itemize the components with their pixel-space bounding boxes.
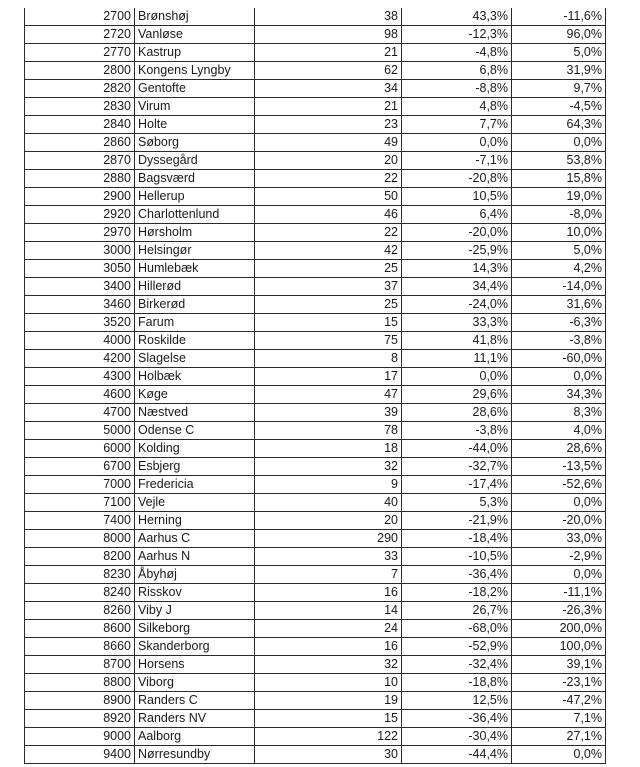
change-percent-1-cell: 11,1% bbox=[402, 350, 512, 368]
change-percent-2-cell: 19,0% bbox=[512, 188, 606, 206]
postal-code-cell: 4000 bbox=[25, 332, 135, 350]
count-cell: 16 bbox=[255, 638, 402, 656]
count-cell: 42 bbox=[255, 242, 402, 260]
change-percent-1-cell: 29,6% bbox=[402, 386, 512, 404]
count-cell: 18 bbox=[255, 440, 402, 458]
table-row bbox=[25, 134, 606, 152]
change-percent-2-cell: 31,9% bbox=[512, 62, 606, 80]
city-cell: Skanderborg bbox=[135, 638, 255, 656]
count-cell: 22 bbox=[255, 224, 402, 242]
city-cell: Roskilde bbox=[135, 332, 255, 350]
postal-code-cell: 4700 bbox=[25, 404, 135, 422]
change-percent-2-cell: 34,3% bbox=[512, 386, 606, 404]
count-cell: 15 bbox=[255, 710, 402, 728]
postal-code-cell: 2830 bbox=[25, 98, 135, 116]
count-cell: 7 bbox=[255, 566, 402, 584]
table-body bbox=[25, 8, 606, 764]
city-cell: Kolding bbox=[135, 440, 255, 458]
postal-code-cell: 6000 bbox=[25, 440, 135, 458]
city-cell: Horsens bbox=[135, 656, 255, 674]
change-percent-1-cell: -24,0% bbox=[402, 296, 512, 314]
count-cell: 50 bbox=[255, 188, 402, 206]
change-percent-1-cell: -30,4% bbox=[402, 728, 512, 746]
city-cell: Gentofte bbox=[135, 80, 255, 98]
postal-code-cell: 8700 bbox=[25, 656, 135, 674]
change-percent-2-cell: -11,6% bbox=[512, 8, 606, 26]
change-percent-2-cell: -6,3% bbox=[512, 314, 606, 332]
change-percent-2-cell: -26,3% bbox=[512, 602, 606, 620]
city-cell: Vejle bbox=[135, 494, 255, 512]
change-percent-1-cell: 41,8% bbox=[402, 332, 512, 350]
postal-code-cell: 7400 bbox=[25, 512, 135, 530]
city-cell: Åbyhøj bbox=[135, 566, 255, 584]
table-row bbox=[25, 476, 606, 494]
table-row bbox=[25, 530, 606, 548]
change-percent-2-cell: 39,1% bbox=[512, 656, 606, 674]
table-row bbox=[25, 404, 606, 422]
change-percent-1-cell: -36,4% bbox=[402, 710, 512, 728]
change-percent-1-cell: -18,4% bbox=[402, 530, 512, 548]
count-cell: 32 bbox=[255, 656, 402, 674]
change-percent-2-cell: -14,0% bbox=[512, 278, 606, 296]
postal-code-cell: 2770 bbox=[25, 44, 135, 62]
city-cell: Silkeborg bbox=[135, 620, 255, 638]
change-percent-1-cell: -18,2% bbox=[402, 584, 512, 602]
table-row bbox=[25, 674, 606, 692]
change-percent-2-cell: 0,0% bbox=[512, 134, 606, 152]
postal-code-cell: 2860 bbox=[25, 134, 135, 152]
city-cell: Birkerød bbox=[135, 296, 255, 314]
count-cell: 30 bbox=[255, 746, 402, 764]
postal-code-cell: 8800 bbox=[25, 674, 135, 692]
table-row bbox=[25, 332, 606, 350]
count-cell: 47 bbox=[255, 386, 402, 404]
postal-code-cell: 2970 bbox=[25, 224, 135, 242]
change-percent-2-cell: -2,9% bbox=[512, 548, 606, 566]
table-row bbox=[25, 242, 606, 260]
postal-code-cell: 6700 bbox=[25, 458, 135, 476]
postal-code-cell: 8920 bbox=[25, 710, 135, 728]
change-percent-1-cell: -17,4% bbox=[402, 476, 512, 494]
city-cell: Odense C bbox=[135, 422, 255, 440]
table-row bbox=[25, 278, 606, 296]
table-row bbox=[25, 566, 606, 584]
city-cell: Randers C bbox=[135, 692, 255, 710]
change-percent-2-cell: 0,0% bbox=[512, 494, 606, 512]
count-cell: 78 bbox=[255, 422, 402, 440]
count-cell: 37 bbox=[255, 278, 402, 296]
change-percent-1-cell: -32,4% bbox=[402, 656, 512, 674]
postal-code-cell: 3000 bbox=[25, 242, 135, 260]
change-percent-2-cell: 200,0% bbox=[512, 620, 606, 638]
table-row bbox=[25, 224, 606, 242]
count-cell: 20 bbox=[255, 512, 402, 530]
change-percent-2-cell: 15,8% bbox=[512, 170, 606, 188]
change-percent-1-cell: -52,9% bbox=[402, 638, 512, 656]
table-row bbox=[25, 422, 606, 440]
city-cell: Randers NV bbox=[135, 710, 255, 728]
change-percent-1-cell: -18,8% bbox=[402, 674, 512, 692]
city-cell: Charlottenlund bbox=[135, 206, 255, 224]
count-cell: 33 bbox=[255, 548, 402, 566]
postal-code-cell: 4300 bbox=[25, 368, 135, 386]
postal-code-cell: 8000 bbox=[25, 530, 135, 548]
postal-code-cell: 2700 bbox=[25, 8, 135, 26]
table-row bbox=[25, 548, 606, 566]
city-cell: Bagsværd bbox=[135, 170, 255, 188]
count-cell: 34 bbox=[255, 80, 402, 98]
city-cell: Aarhus C bbox=[135, 530, 255, 548]
change-percent-1-cell: 12,5% bbox=[402, 692, 512, 710]
city-cell: Nørresundby bbox=[135, 746, 255, 764]
change-percent-2-cell: 7,1% bbox=[512, 710, 606, 728]
data-table bbox=[24, 8, 606, 764]
count-cell: 16 bbox=[255, 584, 402, 602]
change-percent-1-cell: 33,3% bbox=[402, 314, 512, 332]
count-cell: 17 bbox=[255, 368, 402, 386]
table-row bbox=[25, 602, 606, 620]
table-row bbox=[25, 494, 606, 512]
change-percent-2-cell: -8,0% bbox=[512, 206, 606, 224]
count-cell: 10 bbox=[255, 674, 402, 692]
count-cell: 15 bbox=[255, 314, 402, 332]
change-percent-2-cell: 8,3% bbox=[512, 404, 606, 422]
change-percent-2-cell: -13,5% bbox=[512, 458, 606, 476]
table-row bbox=[25, 44, 606, 62]
count-cell: 21 bbox=[255, 98, 402, 116]
change-percent-1-cell: 14,3% bbox=[402, 260, 512, 278]
city-cell: Søborg bbox=[135, 134, 255, 152]
table-row bbox=[25, 692, 606, 710]
table-row bbox=[25, 80, 606, 98]
postal-code-cell: 8600 bbox=[25, 620, 135, 638]
count-cell: 62 bbox=[255, 62, 402, 80]
change-percent-1-cell: -44,4% bbox=[402, 746, 512, 764]
count-cell: 14 bbox=[255, 602, 402, 620]
change-percent-1-cell: -7,1% bbox=[402, 152, 512, 170]
city-cell: Næstved bbox=[135, 404, 255, 422]
postal-code-cell: 2880 bbox=[25, 170, 135, 188]
city-cell: Dyssegård bbox=[135, 152, 255, 170]
table-row bbox=[25, 188, 606, 206]
count-cell: 75 bbox=[255, 332, 402, 350]
change-percent-2-cell: 5,0% bbox=[512, 242, 606, 260]
city-cell: Vanløse bbox=[135, 26, 255, 44]
table-row bbox=[25, 710, 606, 728]
city-cell: Viborg bbox=[135, 674, 255, 692]
count-cell: 39 bbox=[255, 404, 402, 422]
table-row bbox=[25, 350, 606, 368]
change-percent-1-cell: -68,0% bbox=[402, 620, 512, 638]
count-cell: 19 bbox=[255, 692, 402, 710]
postal-code-cell: 8660 bbox=[25, 638, 135, 656]
change-percent-2-cell: -11,1% bbox=[512, 584, 606, 602]
city-cell: Holbæk bbox=[135, 368, 255, 386]
change-percent-2-cell: 28,6% bbox=[512, 440, 606, 458]
change-percent-1-cell: 7,7% bbox=[402, 116, 512, 134]
city-cell: Kongens Lyngby bbox=[135, 62, 255, 80]
count-cell: 122 bbox=[255, 728, 402, 746]
postal-code-cell: 2920 bbox=[25, 206, 135, 224]
city-cell: Holte bbox=[135, 116, 255, 134]
table-row bbox=[25, 638, 606, 656]
table-row bbox=[25, 206, 606, 224]
city-cell: Viby J bbox=[135, 602, 255, 620]
change-percent-1-cell: 43,3% bbox=[402, 8, 512, 26]
city-cell: Aarhus N bbox=[135, 548, 255, 566]
postal-code-cell: 8240 bbox=[25, 584, 135, 602]
postal-code-cell: 2870 bbox=[25, 152, 135, 170]
count-cell: 23 bbox=[255, 116, 402, 134]
change-percent-2-cell: -60,0% bbox=[512, 350, 606, 368]
postal-code-cell: 2900 bbox=[25, 188, 135, 206]
city-cell: Helsingør bbox=[135, 242, 255, 260]
change-percent-2-cell: 4,2% bbox=[512, 260, 606, 278]
change-percent-1-cell: -8,8% bbox=[402, 80, 512, 98]
table-row bbox=[25, 512, 606, 530]
count-cell: 290 bbox=[255, 530, 402, 548]
change-percent-2-cell: -23,1% bbox=[512, 674, 606, 692]
postal-code-cell: 3400 bbox=[25, 278, 135, 296]
table-row bbox=[25, 656, 606, 674]
change-percent-2-cell: 64,3% bbox=[512, 116, 606, 134]
postal-code-cell: 3050 bbox=[25, 260, 135, 278]
table-row bbox=[25, 746, 606, 764]
change-percent-2-cell: -20,0% bbox=[512, 512, 606, 530]
city-cell: Risskov bbox=[135, 584, 255, 602]
change-percent-1-cell: 34,4% bbox=[402, 278, 512, 296]
change-percent-1-cell: -21,9% bbox=[402, 512, 512, 530]
change-percent-1-cell: 5,3% bbox=[402, 494, 512, 512]
city-cell: Virum bbox=[135, 98, 255, 116]
change-percent-2-cell: -47,2% bbox=[512, 692, 606, 710]
count-cell: 98 bbox=[255, 26, 402, 44]
postal-code-cell: 8230 bbox=[25, 566, 135, 584]
postal-code-cell: 8200 bbox=[25, 548, 135, 566]
city-cell: Herning bbox=[135, 512, 255, 530]
city-cell: Brønshøj bbox=[135, 8, 255, 26]
city-cell: Humlebæk bbox=[135, 260, 255, 278]
postal-code-cell: 4200 bbox=[25, 350, 135, 368]
change-percent-2-cell: -3,8% bbox=[512, 332, 606, 350]
count-cell: 25 bbox=[255, 260, 402, 278]
change-percent-1-cell: 6,4% bbox=[402, 206, 512, 224]
change-percent-1-cell: -12,3% bbox=[402, 26, 512, 44]
table-row bbox=[25, 458, 606, 476]
change-percent-2-cell: 27,1% bbox=[512, 728, 606, 746]
city-cell: Fredericia bbox=[135, 476, 255, 494]
table-row bbox=[25, 170, 606, 188]
count-cell: 40 bbox=[255, 494, 402, 512]
change-percent-2-cell: 53,8% bbox=[512, 152, 606, 170]
change-percent-1-cell: -4,8% bbox=[402, 44, 512, 62]
count-cell: 25 bbox=[255, 296, 402, 314]
city-cell: Hørsholm bbox=[135, 224, 255, 242]
table-row bbox=[25, 116, 606, 134]
city-cell: Aalborg bbox=[135, 728, 255, 746]
count-cell: 24 bbox=[255, 620, 402, 638]
city-cell: Hellerup bbox=[135, 188, 255, 206]
change-percent-1-cell: -3,8% bbox=[402, 422, 512, 440]
postal-code-cell: 5000 bbox=[25, 422, 135, 440]
change-percent-1-cell: -44,0% bbox=[402, 440, 512, 458]
city-cell: Kastrup bbox=[135, 44, 255, 62]
table-row bbox=[25, 584, 606, 602]
count-cell: 8 bbox=[255, 350, 402, 368]
city-cell: Farum bbox=[135, 314, 255, 332]
postal-code-cell: 9000 bbox=[25, 728, 135, 746]
change-percent-2-cell: 0,0% bbox=[512, 746, 606, 764]
table-row bbox=[25, 440, 606, 458]
postal-code-cell: 2820 bbox=[25, 80, 135, 98]
postal-code-cell: 7000 bbox=[25, 476, 135, 494]
table-row bbox=[25, 386, 606, 404]
change-percent-1-cell: -25,9% bbox=[402, 242, 512, 260]
change-percent-1-cell: 4,8% bbox=[402, 98, 512, 116]
table-row bbox=[25, 152, 606, 170]
postal-code-cell: 7100 bbox=[25, 494, 135, 512]
change-percent-2-cell: 5,0% bbox=[512, 44, 606, 62]
change-percent-1-cell: 10,5% bbox=[402, 188, 512, 206]
postal-code-cell: 2800 bbox=[25, 62, 135, 80]
table-row bbox=[25, 260, 606, 278]
city-cell: Slagelse bbox=[135, 350, 255, 368]
table-row bbox=[25, 26, 606, 44]
table-row bbox=[25, 296, 606, 314]
change-percent-2-cell: 31,6% bbox=[512, 296, 606, 314]
change-percent-2-cell: 9,7% bbox=[512, 80, 606, 98]
count-cell: 32 bbox=[255, 458, 402, 476]
count-cell: 9 bbox=[255, 476, 402, 494]
count-cell: 22 bbox=[255, 170, 402, 188]
change-percent-1-cell: -32,7% bbox=[402, 458, 512, 476]
change-percent-1-cell: 0,0% bbox=[402, 134, 512, 152]
postal-code-cell: 2840 bbox=[25, 116, 135, 134]
change-percent-2-cell: 0,0% bbox=[512, 566, 606, 584]
postal-code-cell: 3520 bbox=[25, 314, 135, 332]
city-cell: Esbjerg bbox=[135, 458, 255, 476]
postal-code-cell: 4600 bbox=[25, 386, 135, 404]
count-cell: 46 bbox=[255, 206, 402, 224]
count-cell: 20 bbox=[255, 152, 402, 170]
table-row bbox=[25, 314, 606, 332]
city-cell: Hillerød bbox=[135, 278, 255, 296]
change-percent-1-cell: -20,8% bbox=[402, 170, 512, 188]
change-percent-2-cell: 0,0% bbox=[512, 368, 606, 386]
change-percent-1-cell: -10,5% bbox=[402, 548, 512, 566]
change-percent-1-cell: 26,7% bbox=[402, 602, 512, 620]
table-row bbox=[25, 8, 606, 26]
change-percent-2-cell: 96,0% bbox=[512, 26, 606, 44]
city-cell: Køge bbox=[135, 386, 255, 404]
table-row bbox=[25, 728, 606, 746]
postal-code-cell: 2720 bbox=[25, 26, 135, 44]
change-percent-2-cell: 4,0% bbox=[512, 422, 606, 440]
table-row bbox=[25, 62, 606, 80]
change-percent-1-cell: 28,6% bbox=[402, 404, 512, 422]
postal-code-cell: 9400 bbox=[25, 746, 135, 764]
postal-code-cell: 8260 bbox=[25, 602, 135, 620]
postal-code-cell: 8900 bbox=[25, 692, 135, 710]
count-cell: 49 bbox=[255, 134, 402, 152]
table-row bbox=[25, 98, 606, 116]
change-percent-1-cell: -36,4% bbox=[402, 566, 512, 584]
change-percent-1-cell: -20,0% bbox=[402, 224, 512, 242]
table-row bbox=[25, 620, 606, 638]
change-percent-2-cell: 10,0% bbox=[512, 224, 606, 242]
change-percent-1-cell: 6,8% bbox=[402, 62, 512, 80]
change-percent-2-cell: 100,0% bbox=[512, 638, 606, 656]
count-cell: 21 bbox=[255, 44, 402, 62]
postal-code-cell: 3460 bbox=[25, 296, 135, 314]
count-cell: 38 bbox=[255, 8, 402, 26]
change-percent-2-cell: -4,5% bbox=[512, 98, 606, 116]
change-percent-1-cell: 0,0% bbox=[402, 368, 512, 386]
change-percent-2-cell: 33,0% bbox=[512, 530, 606, 548]
table-row bbox=[25, 368, 606, 386]
change-percent-2-cell: -52,6% bbox=[512, 476, 606, 494]
